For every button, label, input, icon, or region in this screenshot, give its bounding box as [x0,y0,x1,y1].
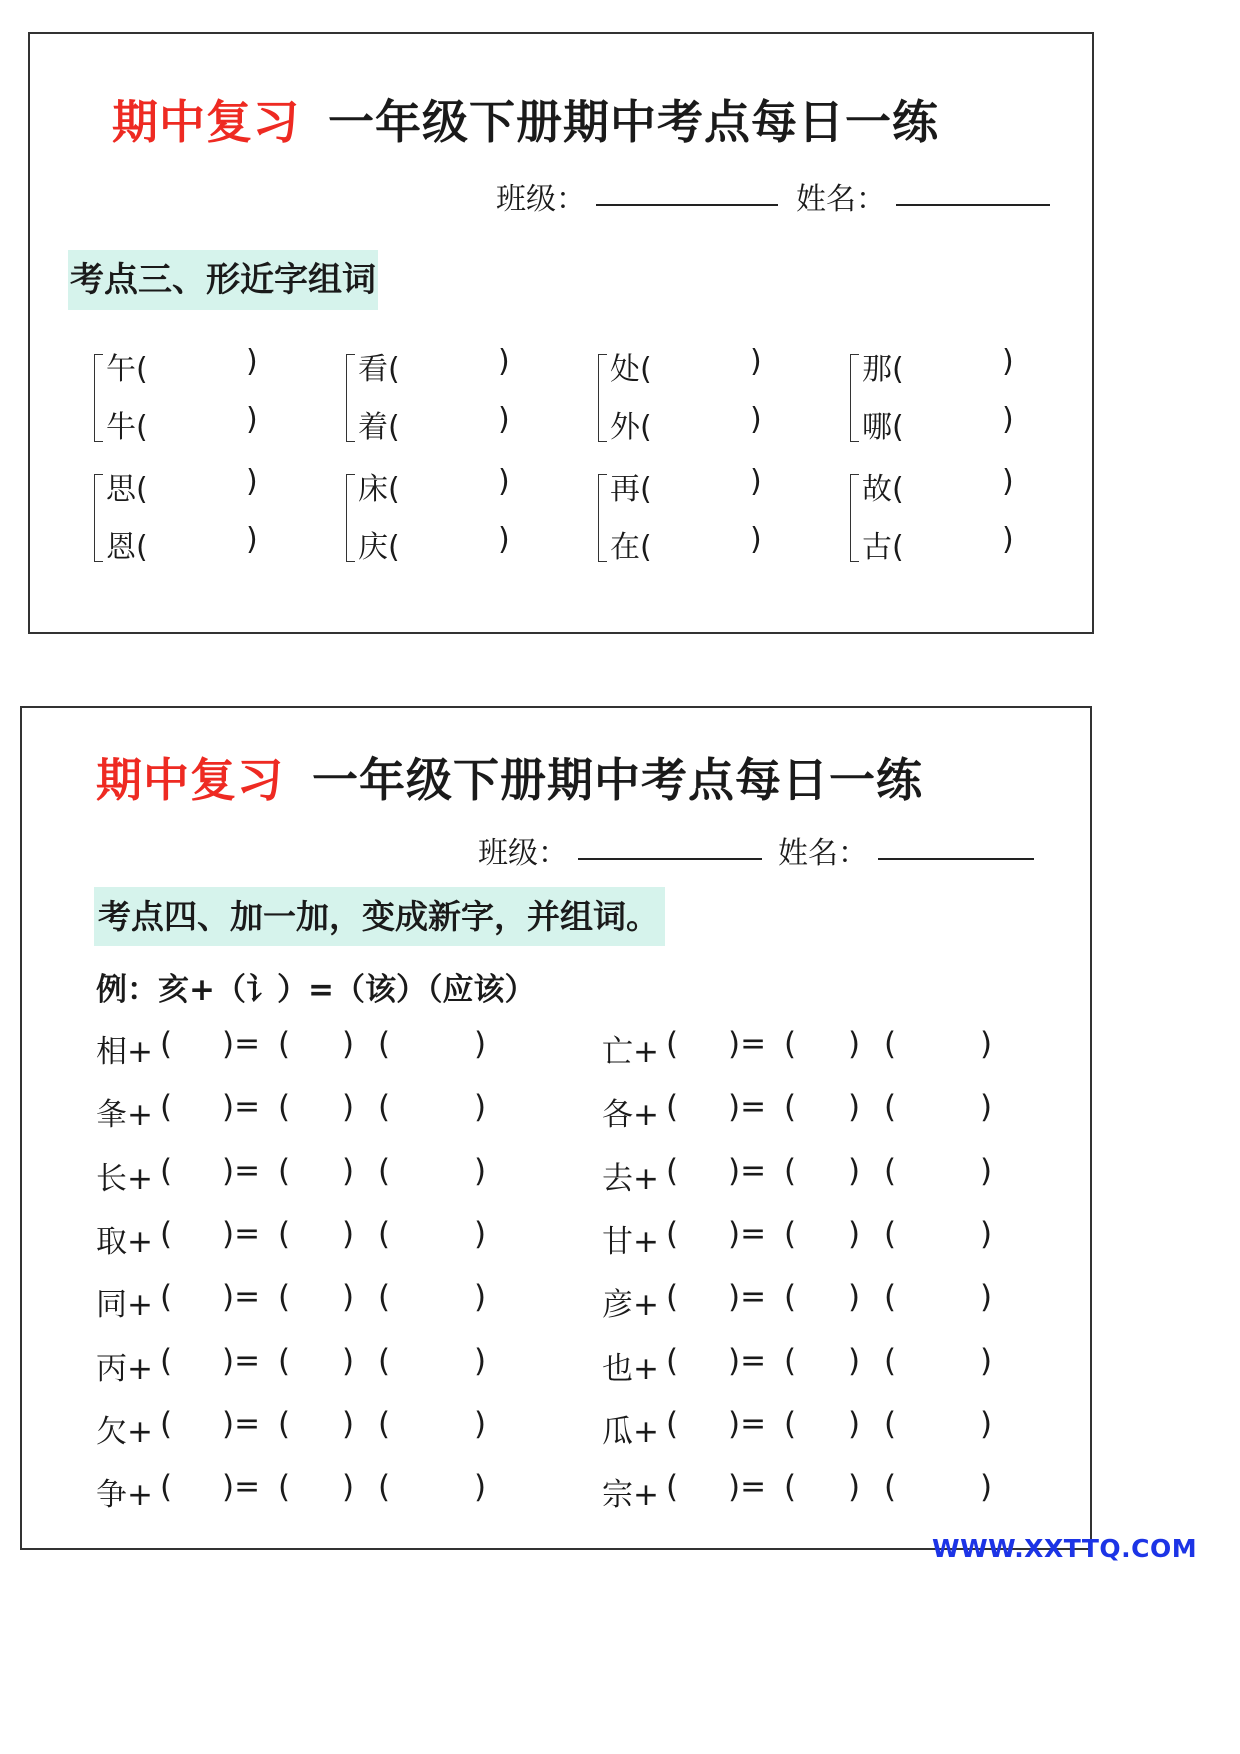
base-character: 夆+ [96,1097,153,1134]
equals-sign: )= [222,1152,261,1189]
new-char-blank-close: ) [848,1152,861,1189]
answer-blank[interactable]: ) [246,522,258,557]
radical-blank-open[interactable]: ( [666,1215,679,1252]
add-radical-question [96,1279,516,1324]
equals-sign: )= [222,1469,261,1506]
word-blank-close: ) [980,1026,993,1062]
new-char-blank-open[interactable]: ( [278,1469,291,1506]
radical-blank-open[interactable]: ( [160,1215,173,1252]
word-blank-open[interactable]: ( [884,1342,897,1379]
add-radical-question [602,1152,1022,1197]
new-char-blank-close: ) [848,1026,861,1062]
base-character: 彦+ [602,1287,659,1324]
new-char-blank-close: ) [342,1469,355,1506]
char-bottom: 牛( [106,410,148,445]
word-blank-open[interactable]: ( [884,1152,897,1189]
word-blank-open[interactable]: ( [378,1026,391,1062]
answer-blank[interactable]: ) [750,344,762,379]
char-top: 故( [862,472,904,507]
worksheet-card-add-radical [20,706,1092,1550]
equals-sign: )= [728,1215,767,1252]
word-pair [346,340,546,458]
base-character: 亡+ [602,1034,659,1070]
char-top: 午( [106,352,148,387]
new-char-blank-close: ) [848,1215,861,1252]
answer-blank[interactable]: ) [246,344,258,379]
equals-sign: )= [222,1279,261,1316]
add-radical-question [96,1026,516,1070]
class-label: 班级： [496,182,586,217]
equals-sign: )= [222,1089,261,1126]
radical-blank-open[interactable]: ( [666,1405,679,1442]
equals-sign: )= [222,1215,261,1252]
new-char-blank-close: ) [342,1215,355,1252]
new-char-blank-close: ) [342,1152,355,1189]
base-character: 各+ [602,1097,659,1134]
add-radical-question [96,1405,516,1450]
title-highlight: 期中复习 [112,95,300,149]
add-radical-question [96,1089,516,1134]
new-char-blank-open[interactable]: ( [784,1215,797,1252]
word-pair [346,460,546,578]
name-label: 姓名： [778,836,868,871]
radical-blank-open[interactable]: ( [666,1469,679,1506]
char-top: 床( [358,472,400,507]
radical-blank-open[interactable]: ( [160,1342,173,1379]
word-blank-open[interactable]: ( [378,1215,391,1252]
new-char-blank-open[interactable]: ( [278,1405,291,1442]
char-top: 思( [106,472,148,507]
word-pair [598,460,798,578]
add-radical-question [602,1026,1022,1070]
worksheet-title [112,86,939,152]
char-bottom: 着( [358,410,400,445]
new-char-blank-open[interactable]: ( [784,1089,797,1126]
word-pair [850,460,1050,578]
word-blank-close: ) [474,1279,487,1316]
char-top: 再( [610,472,652,507]
base-character: 相+ [96,1034,153,1070]
char-bottom: 恩( [106,530,148,565]
answer-blank[interactable]: ) [498,344,510,379]
equals-sign: )= [728,1279,767,1316]
word-blank-open[interactable]: ( [378,1152,391,1189]
answer-blank[interactable]: ) [1002,402,1014,437]
base-character: 取+ [96,1223,153,1260]
add-radical-question [602,1215,1022,1260]
radical-blank-open[interactable]: ( [666,1342,679,1379]
answer-blank[interactable]: ) [750,402,762,437]
answer-blank[interactable]: ) [498,522,510,557]
answer-blank[interactable]: ) [246,464,258,499]
word-blank-open[interactable]: ( [378,1405,391,1442]
new-char-blank-close: ) [848,1279,861,1316]
new-char-blank-close: ) [342,1026,355,1062]
word-blank-close: ) [474,1215,487,1252]
word-blank-open[interactable]: ( [884,1405,897,1442]
equals-sign: )= [728,1026,767,1062]
answer-blank[interactable]: ) [1002,464,1014,499]
word-blank-close: ) [980,1469,993,1506]
word-blank-close: ) [980,1215,993,1252]
add-radical-question [602,1342,1022,1387]
char-bottom: 庆( [358,530,400,565]
title-highlight: 期中复习 [96,753,284,807]
word-blank-close: ) [474,1469,487,1506]
word-blank-open[interactable]: ( [884,1089,897,1126]
radical-blank-open[interactable]: ( [160,1405,173,1442]
word-blank-close: ) [474,1405,487,1442]
radical-blank-open[interactable]: ( [160,1152,173,1189]
answer-blank[interactable]: ) [1002,344,1014,379]
equals-sign: )= [728,1089,767,1126]
new-char-blank-open[interactable]: ( [278,1215,291,1252]
new-char-blank-open[interactable]: ( [784,1026,797,1062]
word-blank-close: ) [980,1089,993,1126]
char-top: 那( [862,352,904,387]
word-blank-close: ) [474,1089,487,1126]
radical-blank-open[interactable]: ( [160,1279,173,1316]
equals-sign: )= [728,1152,767,1189]
answer-blank[interactable]: ) [246,402,258,437]
add-radical-question [602,1089,1022,1134]
add-radical-question [96,1215,516,1260]
base-character: 甘+ [602,1223,659,1260]
answer-blank[interactable]: ) [498,402,510,437]
char-bottom: 古( [862,530,904,565]
word-blank-close: ) [980,1342,993,1379]
equals-sign: )= [728,1342,767,1379]
char-top: 看( [358,352,400,387]
word-blank-open[interactable]: ( [378,1089,391,1126]
answer-blank[interactable]: ) [1002,522,1014,557]
base-character: 宗+ [602,1477,659,1514]
answer-blank[interactable]: ) [750,522,762,557]
bracket [850,354,859,442]
name-label: 姓名： [796,182,886,217]
word-pair [598,340,798,458]
name-blank[interactable] [896,204,1050,206]
new-char-blank-open[interactable]: ( [784,1342,797,1379]
new-char-blank-open[interactable]: ( [278,1152,291,1189]
bracket [94,354,103,442]
char-top: 处( [610,352,652,387]
new-char-blank-open[interactable]: ( [278,1342,291,1379]
new-char-blank-close: ) [848,1405,861,1442]
word-blank-close: ) [474,1152,487,1189]
word-pair [850,340,1050,458]
base-character: 同+ [96,1287,153,1324]
class-label: 班级： [478,836,568,871]
add-radical-question [602,1279,1022,1324]
radical-blank-open[interactable]: ( [160,1089,173,1126]
new-char-blank-close: ) [848,1089,861,1126]
base-character: 丙+ [96,1350,153,1387]
equals-sign: )= [222,1026,261,1062]
word-blank-close: ) [474,1342,487,1379]
answer-blank[interactable]: ) [750,464,762,499]
word-blank-close: ) [980,1405,993,1442]
add-radical-question [96,1469,516,1514]
bracket [346,474,355,562]
class-blank[interactable] [578,858,762,860]
new-char-blank-open[interactable]: ( [278,1026,291,1062]
word-blank-open[interactable]: ( [378,1469,391,1506]
radical-blank-open[interactable]: ( [666,1026,679,1062]
name-blank[interactable] [878,858,1034,860]
bracket [94,474,103,562]
equals-sign: )= [728,1405,767,1442]
char-bottom: 在( [610,530,652,565]
base-character: 争+ [96,1477,153,1514]
base-character: 长+ [96,1160,153,1197]
new-char-blank-open[interactable]: ( [784,1279,797,1316]
base-character: 瓜+ [602,1413,659,1450]
new-char-blank-open[interactable]: ( [784,1152,797,1189]
word-blank-open[interactable]: ( [884,1026,897,1062]
bracket [598,474,607,562]
section-title: 考点四、加一加，变成新字，并组词。 [94,887,665,946]
char-bottom: 外( [610,410,652,445]
char-bottom: 哪( [862,410,904,445]
equals-sign: )= [222,1405,261,1442]
radical-blank-open[interactable]: ( [666,1152,679,1189]
word-pair [94,460,294,578]
radical-blank-open[interactable]: ( [160,1026,173,1062]
new-char-blank-close: ) [342,1089,355,1126]
word-blank-close: ) [980,1152,993,1189]
worksheet-title [96,744,923,810]
word-blank-open[interactable]: ( [884,1215,897,1252]
word-blank-open[interactable]: ( [884,1469,897,1506]
new-char-blank-close: ) [342,1405,355,1442]
base-character: 也+ [602,1350,659,1387]
word-pair [94,340,294,458]
new-char-blank-open[interactable]: ( [278,1089,291,1126]
word-blank-close: ) [474,1026,487,1062]
worksheet-card-similar-characters [28,32,1094,634]
equals-sign: )= [222,1342,261,1379]
title-main: 一年级下册期中考点每日一练 [312,753,923,807]
new-char-blank-open[interactable]: ( [784,1469,797,1506]
base-character: 去+ [602,1160,659,1197]
bracket [598,354,607,442]
add-radical-question [602,1405,1022,1450]
new-char-blank-open[interactable]: ( [278,1279,291,1316]
word-blank-close: ) [980,1279,993,1316]
watermark: WWW.XXTTQ.COM [932,1534,1198,1563]
section-title: 考点三、形近字组词 [68,250,378,310]
word-blank-open[interactable]: ( [884,1279,897,1316]
answer-blank[interactable]: ) [498,464,510,499]
new-char-blank-close: ) [848,1469,861,1506]
radical-blank-open[interactable]: ( [666,1279,679,1316]
bracket [346,354,355,442]
new-char-blank-close: ) [342,1279,355,1316]
new-char-blank-close: ) [342,1342,355,1379]
radical-blank-open[interactable]: ( [666,1089,679,1126]
new-char-blank-close: ) [848,1342,861,1379]
title-main: 一年级下册期中考点每日一练 [328,95,939,149]
word-blank-open[interactable]: ( [378,1342,391,1379]
add-radical-question [96,1342,516,1387]
bracket [850,474,859,562]
class-blank[interactable] [596,204,778,206]
equals-sign: )= [728,1469,767,1506]
base-character: 欠+ [96,1413,153,1450]
add-radical-question [96,1152,516,1197]
example-line: 例：亥+（讠）=（该）（应该） [96,972,536,1008]
radical-blank-open[interactable]: ( [160,1469,173,1506]
add-radical-question [602,1469,1022,1514]
word-blank-open[interactable]: ( [378,1279,391,1316]
new-char-blank-open[interactable]: ( [784,1405,797,1442]
